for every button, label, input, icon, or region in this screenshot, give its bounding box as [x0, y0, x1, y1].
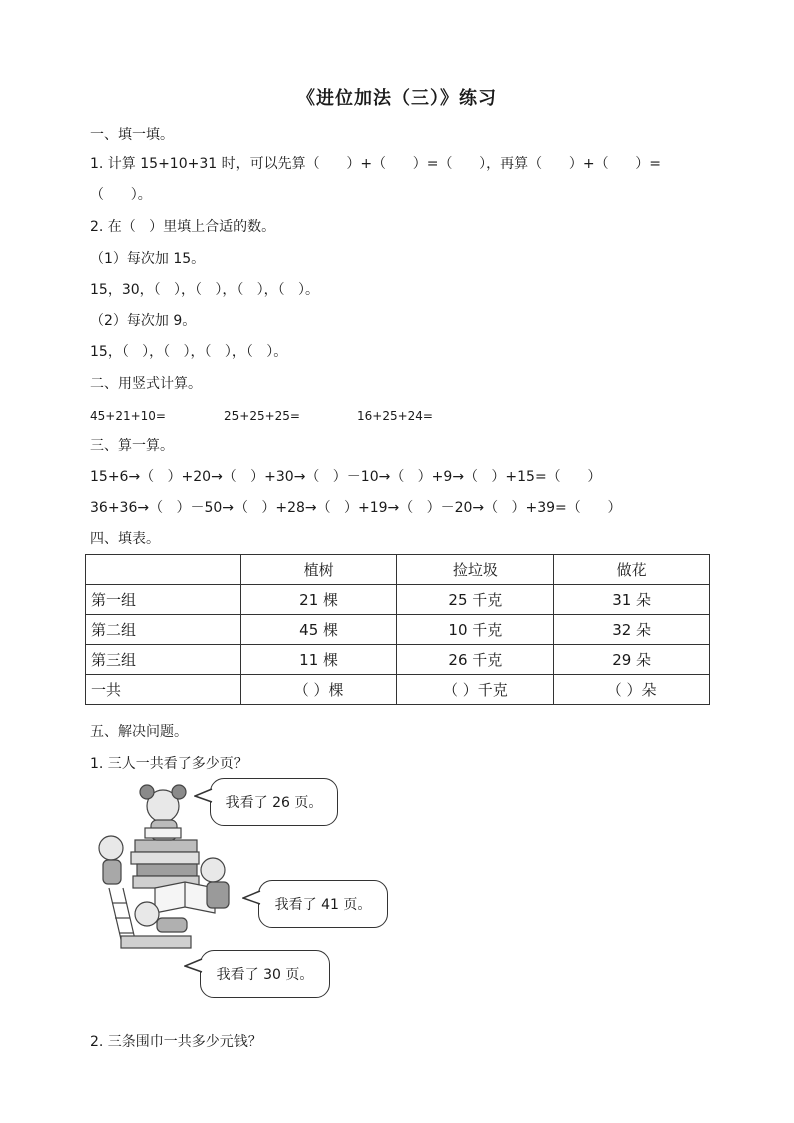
table-row	[86, 675, 710, 705]
part-2-sequence: 15，（ ），（ ），（ ），（ ）。	[90, 344, 288, 360]
page-title: 《进位加法（三）》练习	[297, 88, 497, 109]
table-cell: 29 朵	[554, 645, 710, 675]
chain-calc-1: 15+6→（ ）+20→（ ）+30→（ ）－10→（ ）+9→（ ）+15=（ ）	[90, 469, 602, 485]
vertical-calc-2: 25+25+25=	[224, 409, 300, 423]
table-cell: 21 棵	[240, 585, 397, 615]
section-4-heading: 四、填表。	[90, 531, 160, 547]
table-cell: 45 棵	[240, 615, 397, 645]
speech-bubble-3-tail	[184, 958, 204, 974]
vertical-calc-3: 16+25+24=	[357, 409, 433, 423]
table-cell: 31 朵	[554, 585, 710, 615]
part-1-sequence: 15，30，（ ），（ ），（ ），（ ）。	[90, 282, 320, 298]
table-cell: 10 千克	[397, 615, 554, 645]
problem-1-question: 1. 三人一共看了多少页？	[90, 756, 248, 772]
table-cell: 11 棵	[240, 645, 397, 675]
table-header-cell: 植树	[240, 555, 397, 585]
table-row	[86, 585, 710, 615]
table-cell: 一共	[86, 675, 241, 705]
part-2-label: （2）每次加 9。	[90, 313, 197, 329]
table-cell: 25 千克	[397, 585, 554, 615]
fill-table	[85, 554, 710, 705]
question-1-1-line2: （ ）。	[90, 187, 152, 203]
table-cell: 32 朵	[554, 615, 710, 645]
section-2-heading: 二、用竖式计算。	[90, 376, 202, 392]
section-3-heading: 三、算一算。	[90, 438, 174, 454]
table-cell: （ ）朵	[554, 675, 710, 705]
table-cell: （ ）千克	[397, 675, 554, 705]
speech-bubble-1	[210, 778, 338, 826]
table-header-row	[86, 555, 710, 585]
table-header-cell: 捡垃圾	[397, 555, 554, 585]
problem-2-question: 2. 三条围巾一共多少元钱？	[90, 1034, 262, 1050]
section-1-heading: 一、填一填。	[90, 127, 174, 143]
chain-calc-2: 36+36→（ ）－50→（ ）+28→（ ）+19→（ ）－20→（ ）+39=（ ）	[90, 500, 622, 516]
table-header-cell	[86, 555, 241, 585]
table-cell: 26 千克	[397, 645, 554, 675]
part-1-label: （1）每次加 15。	[90, 251, 206, 267]
speech-bubble-1-text: 我看了 26 页。	[225, 795, 323, 811]
table-cell: 第三组	[86, 645, 241, 675]
speech-bubble-1-tail	[194, 788, 214, 804]
table-cell: 第二组	[86, 615, 241, 645]
speech-bubble-2	[258, 880, 388, 928]
section-5-heading: 五、解决问题。	[90, 724, 188, 740]
question-1-2: 2. 在（ ）里填上合适的数。	[90, 219, 276, 235]
table-cell: （ ）棵	[240, 675, 397, 705]
vertical-calc-1: 45+21+10=	[90, 409, 166, 423]
speech-bubble-2-tail	[242, 890, 262, 906]
speech-bubble-3	[200, 950, 330, 998]
table-cell: 第一组	[86, 585, 241, 615]
question-1-1-line1: 1. 计算 15+10+31 时，可以先算（ ）+（ ）=（ ），再算（ ）+（ ）=	[90, 156, 662, 172]
speech-bubble-3-text: 我看了 30 页。	[216, 967, 314, 983]
table-row	[86, 615, 710, 645]
table-header-cell: 做花	[554, 555, 710, 585]
table-row	[86, 645, 710, 675]
speech-bubble-2-text: 我看了 41 页。	[274, 897, 372, 913]
